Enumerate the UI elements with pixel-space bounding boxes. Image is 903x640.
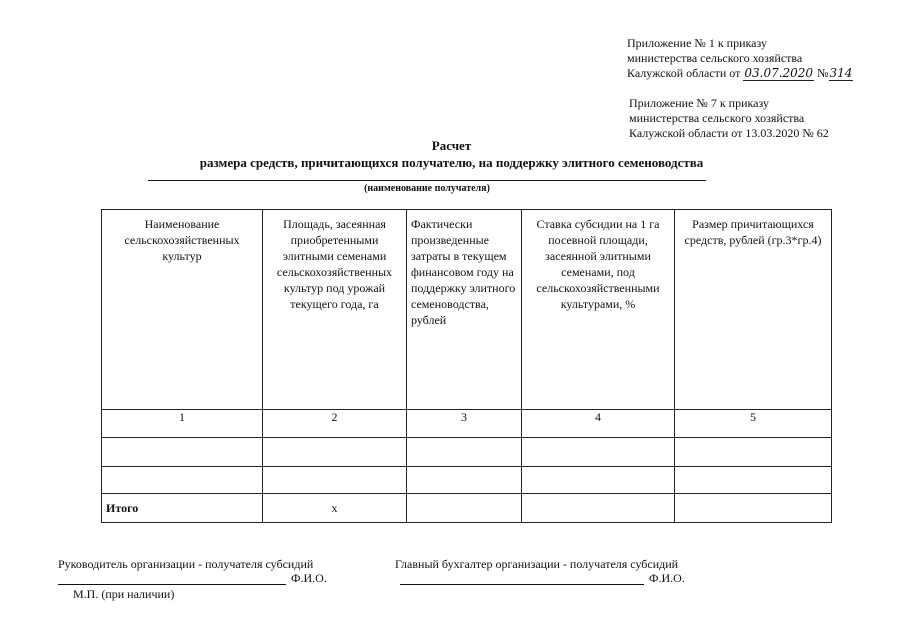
header-amount-due: Размер причитающихся средств, рублей (гр.3*гр.4) [684,217,822,247]
recipient-caption: (наименование получателя) [364,183,490,194]
head-signature-label: Руководитель организации - получателя субсидий [58,557,314,571]
handwritten-number: 314 [829,66,853,80]
column-number: 4 [522,410,675,438]
header-subsidy-rate: Ставка субсидии на 1 га посевной площади, засеянной элитными семенами, под сельскохозяйственными культурами, % [536,217,660,311]
table-cell [675,467,832,494]
head-fio-label: Ф.И.О. [291,571,327,585]
column-number: 2 [263,410,407,438]
table-cell [407,438,522,467]
accountant-signature-line [400,584,644,585]
accountant-signature-label: Главный бухгалтер организации - получателя субсидий [395,557,679,571]
column-number: 1 [102,410,263,438]
total-label: Итого [102,494,263,523]
header-crop-name: Наименование сельскохозяйственных культур [124,217,240,263]
table-cell [263,467,407,494]
appendix-1-line-3-prefix: Калужской области от [627,66,741,80]
table-cell [102,467,263,494]
header-sown-area: Площадь, засеянная приобретенными элитными семенами сельскохозяйственных культур под урожай текущего года, га [276,217,393,311]
header-cell [407,210,522,410]
table-cell [675,494,832,523]
empty-data-row [102,438,832,467]
total-row [102,494,832,523]
appendix-2-block [629,96,829,141]
table-cell [522,467,675,494]
recipient-name-line [148,180,706,181]
header-cell [522,210,675,410]
accountant-fio-label: Ф.И.О. [649,571,685,585]
handwritten-date: 03.07.2020 [744,66,814,80]
appendix-2-line-2: министерства сельского хозяйства [629,111,805,125]
appendix-2-line-3: Калужской области от 13.03.2020 № 62 [629,126,829,140]
head-signature-line [58,584,286,585]
appendix-1-line-3 [627,66,853,81]
column-number: 3 [407,410,522,438]
document-title: Расчет [431,138,472,153]
empty-data-row [102,467,832,494]
table-cell [102,438,263,467]
table-cell [263,438,407,467]
header-cell [675,210,832,410]
column-number: 5 [675,410,832,438]
table-cell [407,467,522,494]
header-cell [102,210,263,410]
number-sign: № [817,66,829,80]
table-cell [522,494,675,523]
subsidy-table [101,209,832,523]
appendix-1-line-2: министерства сельского хозяйства [627,51,803,65]
table-cell [407,494,522,523]
appendix-1-block [627,36,853,81]
table-header-row [102,210,832,410]
table-cell [675,438,832,467]
appendix-1-line-1: Приложение № 1 к приказу [627,36,767,50]
header-actual-costs: Фактически произведенные затраты в текущем финансовом году на поддержку элитного семеноводства, рублей [411,217,516,327]
total-col2: х [263,494,407,523]
header-cell [263,210,407,410]
stamp-note: М.П. (при наличии) [73,587,175,601]
column-number-row [102,410,832,438]
appendix-2-line-1: Приложение № 7 к приказу [629,96,769,110]
document-subtitle: размера средств, причитающихся получателю, на поддержку элитного семеноводства [199,155,704,170]
table-cell [522,438,675,467]
